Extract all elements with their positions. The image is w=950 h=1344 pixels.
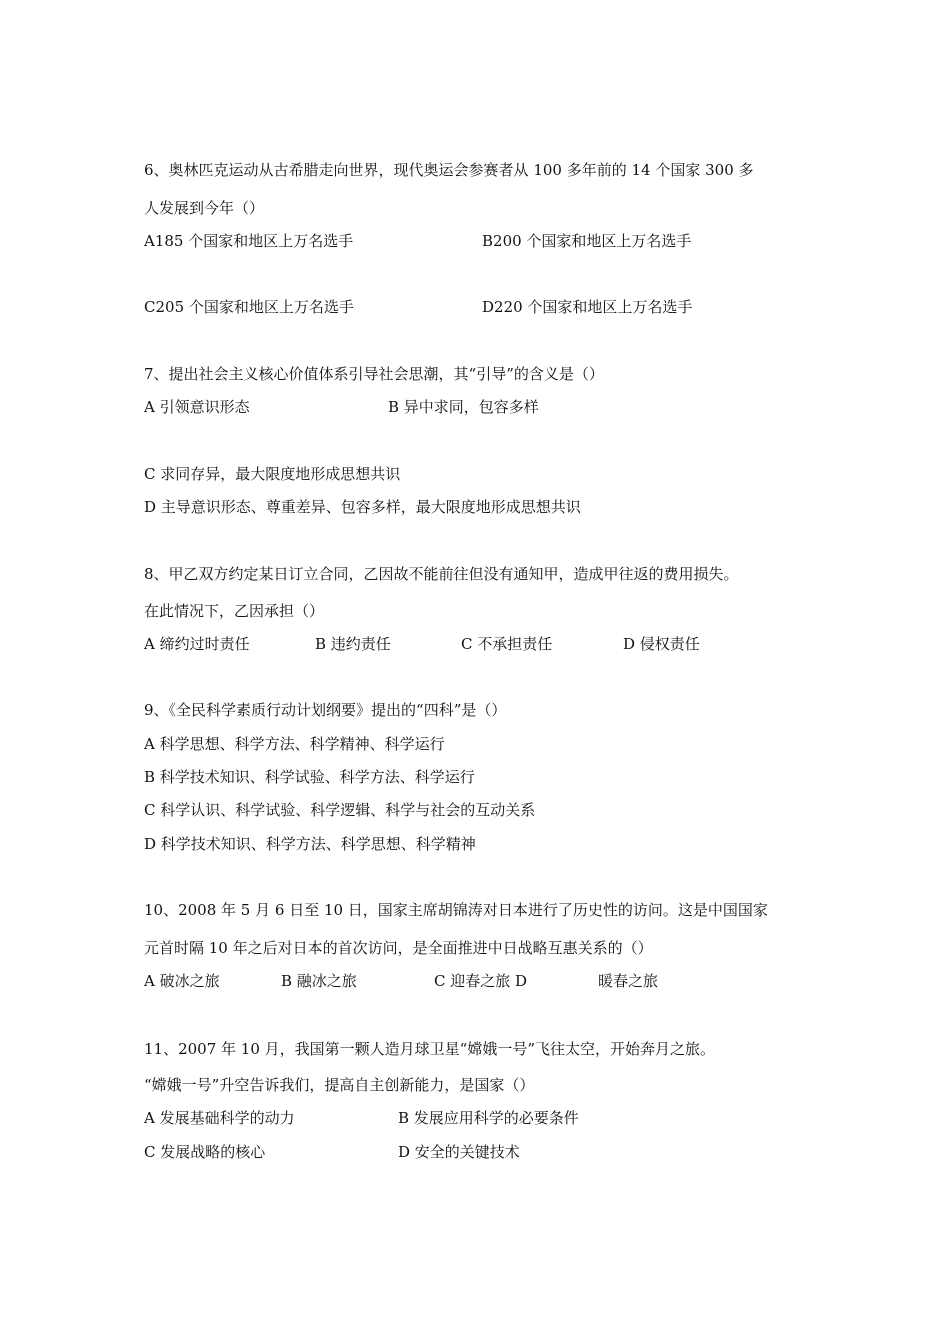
question-7-option-d: D 主导意识形态、尊重差异、包容多样，最大限度地形成思想共识	[144, 498, 581, 516]
question-6-option-c: C205 个国家和地区上万名选手	[144, 298, 354, 316]
question-10-option-a: A 破冰之旅	[144, 972, 220, 990]
question-8-option-d: D 侵权责任	[623, 635, 700, 653]
question-6-option-b: B200 个国家和地区上万名选手	[482, 232, 692, 250]
question-11-option-c: C 发展战略的核心	[144, 1143, 266, 1161]
question-7-stem-line-1: 7、提出社会主义核心价值体系引导社会思潮，其“引导”的含义是（）	[144, 365, 604, 383]
question-9-stem-line-1: 9、《全民科学素质行动计划纲要》提出的“四科”是（）	[144, 701, 507, 719]
question-10-option-b: B 融冰之旅	[281, 972, 357, 990]
question-8-option-c: C 不承担责任	[461, 635, 553, 653]
question-8-stem-line-1: 8、甲乙双方约定某日订立合同，乙因故不能前往但没有通知甲，造成甲往返的费用损失。	[144, 565, 739, 583]
question-6-stem-line-2: 人发展到今年（）	[144, 199, 265, 217]
question-10-stem-line-2: 元首时隔 10 年之后对日本的首次访问，是全面推进中日战略互惠关系的（）	[144, 939, 653, 957]
question-6-option-a: A185 个国家和地区上万名选手	[144, 232, 354, 250]
question-11-option-d: D 安全的关键技术	[398, 1143, 520, 1161]
question-6-option-d: D220 个国家和地区上万名选手	[482, 298, 693, 316]
question-9-option-d: D 科学技术知识、科学方法、科学思想、科学精神	[144, 835, 476, 853]
question-8-option-a: A 缔约过时责任	[144, 635, 250, 653]
question-6-stem-line-1: 6、奥林匹克运动从古希腊走向世界，现代奥运会参赛者从 100 多年前的 14 个国家 300 多	[144, 161, 754, 179]
question-8-stem-line-2: 在此情况下，乙因承担（）	[144, 602, 325, 620]
question-8-option-b: B 违约责任	[315, 635, 391, 653]
question-7-option-c: C 求同存异，最大限度地形成思想共识	[144, 465, 401, 483]
question-11-option-a: A 发展基础科学的动力	[144, 1109, 295, 1127]
question-11-stem-line-2: “嫦娥一号”升空告诉我们，提高自主创新能力，是国家（）	[144, 1076, 535, 1094]
question-11-option-b: B 发展应用科学的必要条件	[398, 1109, 579, 1127]
question-10-stem-line-1: 10、2008 年 5 月 6 日至 10 日，国家主席胡锦涛对日本进行了历史性的访问。这是中国国家	[144, 901, 768, 919]
question-10-option-d: 暖春之旅	[598, 972, 659, 990]
question-9-option-a: A 科学思想、科学方法、科学精神、科学运行	[144, 735, 445, 753]
question-10-option-c: C 迎春之旅 D	[434, 972, 528, 990]
question-9-option-c: C 科学认识、科学试验、科学逻辑、科学与社会的互动关系	[144, 801, 536, 819]
question-11-stem-line-1: 11、2007 年 10 月，我国第一颗人造月球卫星“嫦娥一号”飞往太空，开始奔月之旅。	[144, 1040, 715, 1058]
question-7-option-a: A 引领意识形态	[144, 398, 250, 416]
question-7-option-b: B 异中求同，包容多样	[388, 398, 539, 416]
question-9-option-b: B 科学技术知识、科学试验、科学方法、科学运行	[144, 768, 475, 786]
